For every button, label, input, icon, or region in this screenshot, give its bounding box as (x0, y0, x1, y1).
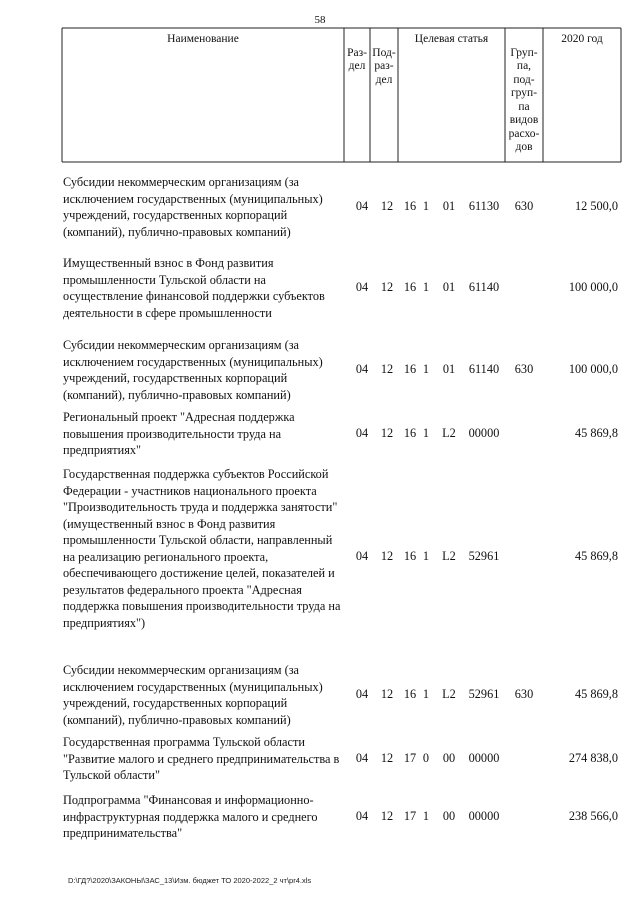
row-target-event: 01 (442, 199, 456, 213)
row-target-event: L2 (442, 687, 456, 701)
row-name: Субсидии некоммерческим организациям (за исключением государственных (муниципальных) учреждений, государственных корпораций (компаний), публично-правовых компаний) (63, 175, 323, 239)
row-target-program: 17 (403, 809, 417, 823)
row-group: 630 (514, 687, 534, 701)
row-name: Субсидии некоммерческим организациям (за исключением государственных (муниципальных) учреждений, государственных корпораций (компаний), публично-правовых компаний) (63, 338, 323, 402)
row-target-direction: 52961 (468, 549, 500, 563)
row-name: Подпрограмма "Финансовая и информационно-инфраструктурная поддержка малого и среднего предпринимательства" (63, 793, 318, 840)
page-number: 58 (314, 14, 326, 26)
row-target-direction: 61130 (468, 199, 500, 213)
row-target-program: 16 (403, 280, 417, 294)
row-razdel: 04 (355, 687, 369, 701)
row-amount: 100 000,0 (568, 280, 618, 294)
row-target-subprogram: 1 (422, 809, 430, 823)
row-target-event: 01 (442, 280, 456, 294)
row-amount: 12 500,0 (574, 199, 618, 213)
row-razdel: 04 (355, 549, 369, 563)
row-name: Государственная программа Тульской области "Развитие малого и среднего предпринимательства в Тульской области" (63, 735, 340, 782)
row-target-event: 00 (442, 751, 456, 765)
row-target-subprogram: 1 (422, 362, 430, 376)
row-target-subprogram: 1 (422, 549, 430, 563)
row-target-event: L2 (442, 549, 456, 563)
row-target-program: 16 (403, 426, 417, 440)
header-name: Наименование (167, 33, 239, 45)
row-podrazdel: 12 (380, 549, 394, 563)
row-amount: 45 869,8 (574, 687, 618, 701)
row-target-subprogram: 1 (422, 687, 430, 701)
row-amount: 45 869,8 (574, 549, 618, 563)
row-target-subprogram: 1 (422, 199, 430, 213)
row-razdel: 04 (355, 362, 369, 376)
row-target-program: 16 (403, 362, 417, 376)
row-razdel: 04 (355, 280, 369, 294)
row-podrazdel: 12 (380, 199, 394, 213)
row-target-program: 16 (403, 199, 417, 213)
row-name: Имущественный взнос в Фонд развития промышленности Тульской области на осуществление финансовой поддержки субъектов деятельности в сфере промышленности (63, 256, 325, 320)
row-target-program: 16 (403, 687, 417, 701)
row-target-program: 17 (403, 751, 417, 765)
row-target-event: 00 (442, 809, 456, 823)
row-razdel: 04 (355, 751, 369, 765)
header-razdel: Раз- дел (347, 46, 367, 72)
row-group: 630 (514, 362, 534, 376)
row-target-direction: 61140 (468, 280, 500, 294)
header-target-article: Целевая статья (414, 33, 489, 45)
row-name: Региональный проект "Адресная поддержка повышения производительности труда на предприятиях" (63, 410, 295, 457)
row-podrazdel: 12 (380, 280, 394, 294)
row-razdel: 04 (355, 426, 369, 440)
row-podrazdel: 12 (380, 687, 394, 701)
row-name: Государственная поддержка субъектов Российской Федерации - участников национального проекта "Производительность труда и поддержка занятости" (имущественный взнос в Фонд развития промышленности Тульской области, направленный на реализацию регионального проекта, обеспечивающего достижение целей, показателей и результатов федерального проекта "Адресная поддержка повышения производительности труда на предприятиях") (63, 467, 341, 630)
row-amount: 274 838,0 (568, 751, 618, 765)
file-path-footer: D:\ГД?\2020\ЗАКОНЫ\ЗАС_13\Изм. бюджет ТО 2020-2022_2 чт\pr4.xls (68, 876, 312, 885)
row-target-direction: 00000 (468, 751, 500, 765)
row-target-subprogram: 1 (422, 280, 430, 294)
header-year: 2020 год (561, 33, 603, 45)
row-target-event: L2 (442, 426, 456, 440)
row-group: 630 (514, 199, 534, 213)
row-target-subprogram: 0 (422, 751, 430, 765)
row-target-direction: 00000 (468, 809, 500, 823)
row-razdel: 04 (355, 809, 369, 823)
row-target-direction: 61140 (468, 362, 500, 376)
row-razdel: 04 (355, 199, 369, 213)
row-target-direction: 52961 (468, 687, 500, 701)
row-amount: 45 869,8 (574, 426, 618, 440)
row-target-direction: 00000 (468, 426, 500, 440)
header-group: Груп- па, под- груп- па видов расхо- дов (508, 46, 540, 153)
header-podrazdel: Под- раз- дел (372, 46, 396, 86)
row-podrazdel: 12 (380, 751, 394, 765)
row-podrazdel: 12 (380, 809, 394, 823)
row-podrazdel: 12 (380, 426, 394, 440)
row-podrazdel: 12 (380, 362, 394, 376)
row-amount: 100 000,0 (568, 362, 618, 376)
row-target-subprogram: 1 (422, 426, 430, 440)
row-target-program: 16 (403, 549, 417, 563)
row-amount: 238 566,0 (568, 809, 618, 823)
row-name: Субсидии некоммерческим организациям (за исключением государственных (муниципальных) учреждений, государственных корпораций (компаний), публично-правовых компаний) (63, 663, 323, 727)
row-target-event: 01 (442, 362, 456, 376)
